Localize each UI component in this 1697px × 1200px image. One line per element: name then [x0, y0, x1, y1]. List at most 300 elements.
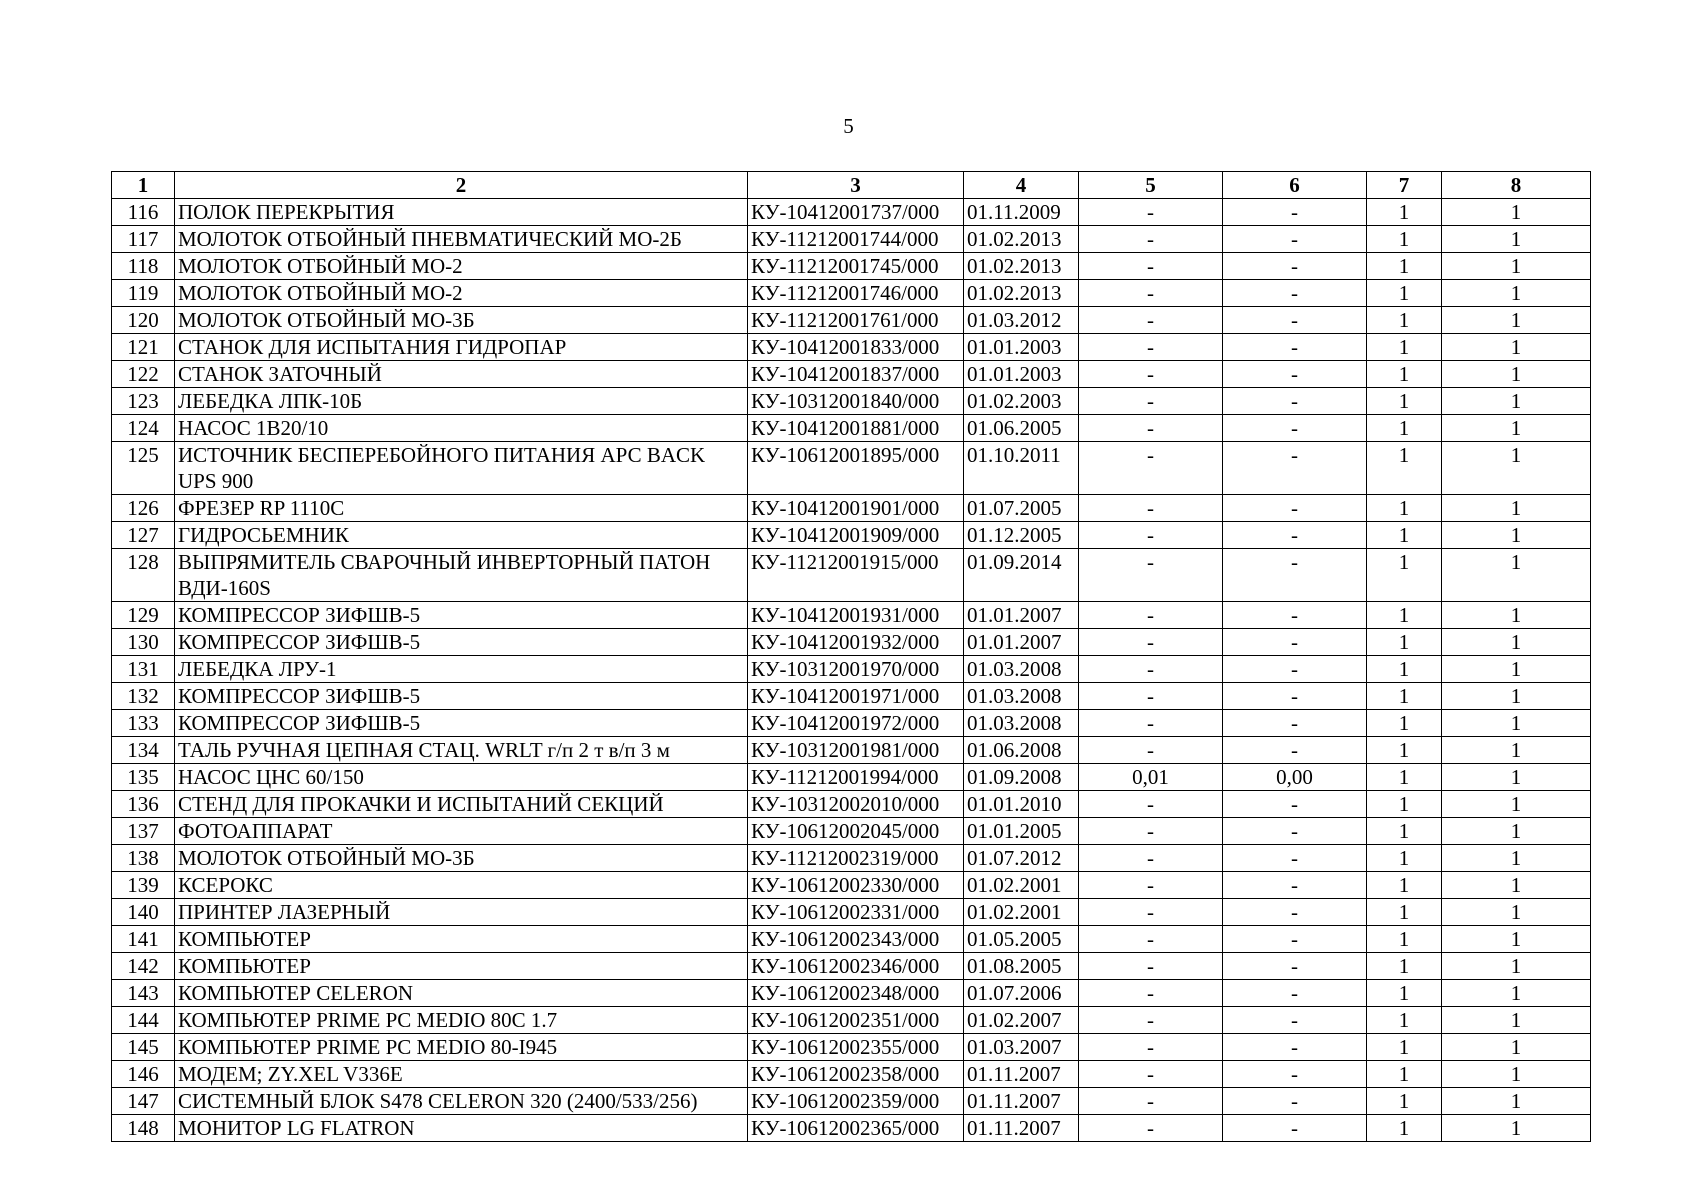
column-7-cell: 1	[1367, 899, 1442, 926]
date-cell: 01.07.2012	[964, 845, 1079, 872]
inventory-code-cell: КУ-11212001744/000	[748, 226, 964, 253]
header-row	[112, 172, 1591, 199]
table-row	[112, 280, 1591, 307]
inventory-code-cell: КУ-10412001837/000	[748, 361, 964, 388]
date-cell: 01.09.2014	[964, 549, 1079, 602]
column-5-cell: -	[1079, 818, 1223, 845]
date-cell: 01.12.2005	[964, 522, 1079, 549]
column-7-cell: 1	[1367, 442, 1442, 495]
date-cell: 01.01.2003	[964, 334, 1079, 361]
row-number-cell: 116	[112, 199, 175, 226]
column-8-cell: 1	[1442, 980, 1591, 1007]
column-6-cell: -	[1223, 253, 1367, 280]
column-7-cell: 1	[1367, 253, 1442, 280]
row-number-cell: 126	[112, 495, 175, 522]
column-5-cell: -	[1079, 307, 1223, 334]
column-5-cell: -	[1079, 845, 1223, 872]
column-5-cell: -	[1079, 334, 1223, 361]
date-cell: 01.01.2010	[964, 791, 1079, 818]
inventory-code-cell: КУ-10612002359/000	[748, 1088, 964, 1115]
column-8-cell: 1	[1442, 199, 1591, 226]
column-7-cell: 1	[1367, 1088, 1442, 1115]
row-number-cell: 140	[112, 899, 175, 926]
item-name-cell: НАСОС ЦНС 60/150	[175, 764, 748, 791]
column-6-cell: -	[1223, 199, 1367, 226]
inventory-code-cell: КУ-10612002365/000	[748, 1115, 964, 1142]
column-5-cell: -	[1079, 1088, 1223, 1115]
column-7-cell: 1	[1367, 656, 1442, 683]
item-name-cell: КОМПРЕССОР ЗИФШВ-5	[175, 710, 748, 737]
item-name-cell: КОМПРЕССОР ЗИФШВ-5	[175, 602, 748, 629]
column-5-cell: -	[1079, 953, 1223, 980]
inventory-code-cell: КУ-11212001761/000	[748, 307, 964, 334]
column-7-cell: 1	[1367, 926, 1442, 953]
column-5-cell: -	[1079, 442, 1223, 495]
column-6-cell: -	[1223, 495, 1367, 522]
date-cell: 01.02.2001	[964, 872, 1079, 899]
row-number-cell: 141	[112, 926, 175, 953]
column-5-cell: -	[1079, 926, 1223, 953]
column-6-cell: -	[1223, 899, 1367, 926]
inventory-code-cell: КУ-10412001833/000	[748, 334, 964, 361]
column-8-cell: 1	[1442, 602, 1591, 629]
table-row	[112, 415, 1591, 442]
column-header: 6	[1223, 172, 1367, 199]
date-cell: 01.06.2008	[964, 737, 1079, 764]
table-body	[112, 199, 1591, 1142]
column-6-cell: 0,00	[1223, 764, 1367, 791]
column-8-cell: 1	[1442, 1034, 1591, 1061]
column-7-cell: 1	[1367, 549, 1442, 602]
column-header: 1	[112, 172, 175, 199]
column-8-cell: 1	[1442, 307, 1591, 334]
item-name-cell: КОМПРЕССОР ЗИФШВ-5	[175, 683, 748, 710]
table-row	[112, 710, 1591, 737]
column-7-cell: 1	[1367, 845, 1442, 872]
inventory-code-cell: КУ-10612002331/000	[748, 899, 964, 926]
column-5-cell: -	[1079, 415, 1223, 442]
row-number-cell: 134	[112, 737, 175, 764]
item-name-cell: ПРИНТЕР ЛАЗЕРНЫЙ	[175, 899, 748, 926]
inventory-code-cell: КУ-11212001915/000	[748, 549, 964, 602]
table-row	[112, 899, 1591, 926]
inventory-code-cell: КУ-10412001881/000	[748, 415, 964, 442]
column-5-cell: -	[1079, 522, 1223, 549]
row-number-cell: 147	[112, 1088, 175, 1115]
column-8-cell: 1	[1442, 334, 1591, 361]
date-cell: 01.03.2012	[964, 307, 1079, 334]
column-6-cell: -	[1223, 737, 1367, 764]
column-5-cell: -	[1079, 980, 1223, 1007]
item-name-cell: КОМПЬЮТЕР PRIME PC MEDIO 80-I945	[175, 1034, 748, 1061]
date-cell: 01.01.2007	[964, 602, 1079, 629]
item-name-cell: ЛЕБЕДКА ЛРУ-1	[175, 656, 748, 683]
column-6-cell: -	[1223, 280, 1367, 307]
item-name-cell: ПОЛОК ПЕРЕКРЫТИЯ	[175, 199, 748, 226]
table-row	[112, 656, 1591, 683]
item-name-cell: КСЕРОКС	[175, 872, 748, 899]
column-5-cell: -	[1079, 1007, 1223, 1034]
column-7-cell: 1	[1367, 683, 1442, 710]
item-name-cell: ФОТОАППАРАТ	[175, 818, 748, 845]
date-cell: 01.07.2006	[964, 980, 1079, 1007]
column-8-cell: 1	[1442, 388, 1591, 415]
column-6-cell: -	[1223, 307, 1367, 334]
inventory-code-cell: КУ-10312002010/000	[748, 791, 964, 818]
column-7-cell: 1	[1367, 199, 1442, 226]
column-7-cell: 1	[1367, 791, 1442, 818]
item-name-cell: КОМПЬЮТЕР CELERON	[175, 980, 748, 1007]
inventory-code-cell: КУ-10612002045/000	[748, 818, 964, 845]
inventory-code-cell: КУ-10412001737/000	[748, 199, 964, 226]
column-5-cell: -	[1079, 226, 1223, 253]
date-cell: 01.02.2013	[964, 226, 1079, 253]
date-cell: 01.09.2008	[964, 764, 1079, 791]
column-6-cell: -	[1223, 415, 1367, 442]
column-5-cell: -	[1079, 872, 1223, 899]
column-8-cell: 1	[1442, 926, 1591, 953]
column-7-cell: 1	[1367, 602, 1442, 629]
column-5-cell: -	[1079, 737, 1223, 764]
column-6-cell: -	[1223, 334, 1367, 361]
column-6-cell: -	[1223, 1115, 1367, 1142]
row-number-cell: 117	[112, 226, 175, 253]
column-6-cell: -	[1223, 791, 1367, 818]
table-row	[112, 1034, 1591, 1061]
column-7-cell: 1	[1367, 980, 1442, 1007]
column-5-cell: -	[1079, 899, 1223, 926]
row-number-cell: 138	[112, 845, 175, 872]
column-5-cell: -	[1079, 710, 1223, 737]
column-header: 3	[748, 172, 964, 199]
column-8-cell: 1	[1442, 683, 1591, 710]
row-number-cell: 123	[112, 388, 175, 415]
column-5-cell: -	[1079, 683, 1223, 710]
column-7-cell: 1	[1367, 226, 1442, 253]
date-cell: 01.01.2003	[964, 361, 1079, 388]
item-name-cell: СТЕНД ДЛЯ ПРОКАЧКИ И ИСПЫТАНИЙ СЕКЦИЙ	[175, 791, 748, 818]
column-5-cell: -	[1079, 602, 1223, 629]
date-cell: 01.03.2007	[964, 1034, 1079, 1061]
column-8-cell: 1	[1442, 872, 1591, 899]
item-name-cell: СТАНОК ДЛЯ ИСПЫТАНИЯ ГИДРОПАР	[175, 334, 748, 361]
column-8-cell: 1	[1442, 656, 1591, 683]
row-number-cell: 130	[112, 629, 175, 656]
date-cell: 01.03.2008	[964, 656, 1079, 683]
column-7-cell: 1	[1367, 280, 1442, 307]
column-5-cell: -	[1079, 656, 1223, 683]
table-row	[112, 1061, 1591, 1088]
table-row	[112, 953, 1591, 980]
column-7-cell: 1	[1367, 1115, 1442, 1142]
table-row	[112, 307, 1591, 334]
column-6-cell: -	[1223, 602, 1367, 629]
row-number-cell: 125	[112, 442, 175, 495]
row-number-cell: 133	[112, 710, 175, 737]
table-row	[112, 845, 1591, 872]
inventory-code-cell: КУ-10612001895/000	[748, 442, 964, 495]
item-name-cell: ЛЕБЕДКА ЛПК-10Б	[175, 388, 748, 415]
table-row	[112, 388, 1591, 415]
column-7-cell: 1	[1367, 953, 1442, 980]
row-number-cell: 144	[112, 1007, 175, 1034]
table-row	[112, 549, 1591, 602]
date-cell: 01.01.2007	[964, 629, 1079, 656]
item-name-cell: ВЫПРЯМИТЕЛЬ СВАРОЧНЫЙ ИНВЕРТОРНЫЙ ПАТОН ВДИ-160S	[175, 549, 748, 602]
date-cell: 01.06.2005	[964, 415, 1079, 442]
column-8-cell: 1	[1442, 953, 1591, 980]
column-6-cell: -	[1223, 361, 1367, 388]
table-row	[112, 872, 1591, 899]
row-number-cell: 135	[112, 764, 175, 791]
column-6-cell: -	[1223, 226, 1367, 253]
table-row	[112, 737, 1591, 764]
column-header: 2	[175, 172, 748, 199]
column-6-cell: -	[1223, 1007, 1367, 1034]
table-row	[112, 629, 1591, 656]
row-number-cell: 137	[112, 818, 175, 845]
date-cell: 01.11.2009	[964, 199, 1079, 226]
date-cell: 01.03.2008	[964, 710, 1079, 737]
item-name-cell: МОЛОТОК ОТБОЙНЫЙ ПНЕВМАТИЧЕСКИЙ МО-2Б	[175, 226, 748, 253]
column-8-cell: 1	[1442, 764, 1591, 791]
inventory-code-cell: КУ-10312001970/000	[748, 656, 964, 683]
inventory-code-cell: КУ-10412001971/000	[748, 683, 964, 710]
item-name-cell: СИСТЕМНЫЙ БЛОК S478 CELERON 320 (2400/533/256)	[175, 1088, 748, 1115]
column-7-cell: 1	[1367, 361, 1442, 388]
table-row	[112, 1115, 1591, 1142]
table-row	[112, 926, 1591, 953]
row-number-cell: 128	[112, 549, 175, 602]
date-cell: 01.07.2005	[964, 495, 1079, 522]
row-number-cell: 118	[112, 253, 175, 280]
column-8-cell: 1	[1442, 1115, 1591, 1142]
table-row	[112, 442, 1591, 495]
inventory-code-cell: КУ-10312001840/000	[748, 388, 964, 415]
column-7-cell: 1	[1367, 764, 1442, 791]
column-8-cell: 1	[1442, 791, 1591, 818]
date-cell: 01.03.2008	[964, 683, 1079, 710]
column-7-cell: 1	[1367, 1007, 1442, 1034]
inventory-table	[111, 171, 1591, 1142]
column-5-cell: -	[1079, 1034, 1223, 1061]
column-6-cell: -	[1223, 629, 1367, 656]
inventory-code-cell: КУ-11212001745/000	[748, 253, 964, 280]
column-7-cell: 1	[1367, 710, 1442, 737]
column-5-cell: -	[1079, 199, 1223, 226]
table-row	[112, 361, 1591, 388]
column-header: 4	[964, 172, 1079, 199]
item-name-cell: МОЛОТОК ОТБОЙНЫЙ МО-3Б	[175, 845, 748, 872]
table-row	[112, 199, 1591, 226]
item-name-cell: СТАНОК ЗАТОЧНЫЙ	[175, 361, 748, 388]
table-row	[112, 764, 1591, 791]
column-header: 8	[1442, 172, 1591, 199]
inventory-code-cell: КУ-11212001746/000	[748, 280, 964, 307]
table-row	[112, 226, 1591, 253]
table-row	[112, 1088, 1591, 1115]
column-7-cell: 1	[1367, 334, 1442, 361]
row-number-cell: 132	[112, 683, 175, 710]
column-8-cell: 1	[1442, 253, 1591, 280]
column-7-cell: 1	[1367, 818, 1442, 845]
inventory-code-cell: КУ-10612002358/000	[748, 1061, 964, 1088]
column-8-cell: 1	[1442, 737, 1591, 764]
inventory-code-cell: КУ-10612002355/000	[748, 1034, 964, 1061]
item-name-cell: МОДЕМ; ZY.XEL V336E	[175, 1061, 748, 1088]
date-cell: 01.02.2007	[964, 1007, 1079, 1034]
table-row	[112, 818, 1591, 845]
date-cell: 01.02.2013	[964, 280, 1079, 307]
column-8-cell: 1	[1442, 361, 1591, 388]
row-number-cell: 127	[112, 522, 175, 549]
column-5-cell: -	[1079, 253, 1223, 280]
column-8-cell: 1	[1442, 549, 1591, 602]
date-cell: 01.11.2007	[964, 1115, 1079, 1142]
date-cell: 01.05.2005	[964, 926, 1079, 953]
item-name-cell: КОМПРЕССОР ЗИФШВ-5	[175, 629, 748, 656]
date-cell: 01.08.2005	[964, 953, 1079, 980]
row-number-cell: 129	[112, 602, 175, 629]
inventory-code-cell: КУ-11212001994/000	[748, 764, 964, 791]
column-8-cell: 1	[1442, 710, 1591, 737]
row-number-cell: 120	[112, 307, 175, 334]
column-8-cell: 1	[1442, 226, 1591, 253]
column-8-cell: 1	[1442, 522, 1591, 549]
date-cell: 01.11.2007	[964, 1088, 1079, 1115]
column-5-cell: -	[1079, 361, 1223, 388]
column-6-cell: -	[1223, 926, 1367, 953]
table-row	[112, 980, 1591, 1007]
row-number-cell: 122	[112, 361, 175, 388]
column-6-cell: -	[1223, 980, 1367, 1007]
inventory-code-cell: КУ-10612002351/000	[748, 1007, 964, 1034]
item-name-cell: ТАЛЬ РУЧНАЯ ЦЕПНАЯ СТАЦ. WRLT г/п 2 т в/п 3 м	[175, 737, 748, 764]
row-number-cell: 142	[112, 953, 175, 980]
row-number-cell: 124	[112, 415, 175, 442]
column-5-cell: -	[1079, 1061, 1223, 1088]
column-8-cell: 1	[1442, 442, 1591, 495]
inventory-code-cell: КУ-10412001932/000	[748, 629, 964, 656]
column-7-cell: 1	[1367, 415, 1442, 442]
column-5-cell: -	[1079, 1115, 1223, 1142]
row-number-cell: 139	[112, 872, 175, 899]
column-header: 7	[1367, 172, 1442, 199]
column-6-cell: -	[1223, 1061, 1367, 1088]
item-name-cell: КОМПЬЮТЕР	[175, 953, 748, 980]
date-cell: 01.02.2003	[964, 388, 1079, 415]
column-header: 5	[1079, 172, 1223, 199]
column-6-cell: -	[1223, 1088, 1367, 1115]
column-8-cell: 1	[1442, 629, 1591, 656]
column-8-cell: 1	[1442, 1007, 1591, 1034]
column-5-cell: -	[1079, 280, 1223, 307]
column-8-cell: 1	[1442, 495, 1591, 522]
table-row	[112, 253, 1591, 280]
column-7-cell: 1	[1367, 872, 1442, 899]
column-5-cell: -	[1079, 495, 1223, 522]
column-5-cell: 0,01	[1079, 764, 1223, 791]
column-8-cell: 1	[1442, 899, 1591, 926]
inventory-code-cell: КУ-10612002330/000	[748, 872, 964, 899]
date-cell: 01.10.2011	[964, 442, 1079, 495]
date-cell: 01.11.2007	[964, 1061, 1079, 1088]
table-row	[112, 495, 1591, 522]
column-6-cell: -	[1223, 549, 1367, 602]
column-6-cell: -	[1223, 1034, 1367, 1061]
table-row	[112, 602, 1591, 629]
item-name-cell: ФРЕЗЕР RP 1110C	[175, 495, 748, 522]
inventory-code-cell: КУ-10412001909/000	[748, 522, 964, 549]
item-name-cell: МОЛОТОК ОТБОЙНЫЙ МО-2	[175, 280, 748, 307]
item-name-cell: ГИДРОСЬЕМНИК	[175, 522, 748, 549]
inventory-code-cell: КУ-10612002348/000	[748, 980, 964, 1007]
column-8-cell: 1	[1442, 280, 1591, 307]
row-number-cell: 143	[112, 980, 175, 1007]
row-number-cell: 119	[112, 280, 175, 307]
column-5-cell: -	[1079, 388, 1223, 415]
column-7-cell: 1	[1367, 388, 1442, 415]
row-number-cell: 136	[112, 791, 175, 818]
column-6-cell: -	[1223, 388, 1367, 415]
column-5-cell: -	[1079, 791, 1223, 818]
item-name-cell: КОМПЬЮТЕР	[175, 926, 748, 953]
table-row	[112, 1007, 1591, 1034]
column-7-cell: 1	[1367, 307, 1442, 334]
inventory-code-cell: КУ-11212002319/000	[748, 845, 964, 872]
column-7-cell: 1	[1367, 495, 1442, 522]
row-number-cell: 146	[112, 1061, 175, 1088]
column-6-cell: -	[1223, 683, 1367, 710]
column-6-cell: -	[1223, 656, 1367, 683]
table-row	[112, 334, 1591, 361]
column-6-cell: -	[1223, 442, 1367, 495]
column-7-cell: 1	[1367, 1061, 1442, 1088]
column-8-cell: 1	[1442, 1088, 1591, 1115]
column-6-cell: -	[1223, 710, 1367, 737]
inventory-code-cell: КУ-10412001931/000	[748, 602, 964, 629]
column-6-cell: -	[1223, 953, 1367, 980]
column-5-cell: -	[1079, 549, 1223, 602]
column-5-cell: -	[1079, 629, 1223, 656]
column-7-cell: 1	[1367, 629, 1442, 656]
item-name-cell: МОЛОТОК ОТБОЙНЫЙ МО-3Б	[175, 307, 748, 334]
item-name-cell: МОНИТОР LG FLATRON	[175, 1115, 748, 1142]
row-number-cell: 148	[112, 1115, 175, 1142]
date-cell: 01.02.2001	[964, 899, 1079, 926]
column-6-cell: -	[1223, 845, 1367, 872]
table-row	[112, 522, 1591, 549]
column-7-cell: 1	[1367, 1034, 1442, 1061]
page-number: 5	[843, 114, 854, 138]
inventory-code-cell: КУ-10312001981/000	[748, 737, 964, 764]
column-6-cell: -	[1223, 522, 1367, 549]
row-number-cell: 131	[112, 656, 175, 683]
item-name-cell: КОМПЬЮТЕР PRIME PC MEDIO 80C 1.7	[175, 1007, 748, 1034]
inventory-code-cell: КУ-10412001901/000	[748, 495, 964, 522]
column-8-cell: 1	[1442, 818, 1591, 845]
column-8-cell: 1	[1442, 415, 1591, 442]
inventory-code-cell: КУ-10412001972/000	[748, 710, 964, 737]
item-name-cell: НАСОС 1В20/10	[175, 415, 748, 442]
inventory-code-cell: КУ-10612002346/000	[748, 953, 964, 980]
row-number-cell: 121	[112, 334, 175, 361]
column-7-cell: 1	[1367, 737, 1442, 764]
table-row	[112, 683, 1591, 710]
column-8-cell: 1	[1442, 1061, 1591, 1088]
inventory-code-cell: КУ-10612002343/000	[748, 926, 964, 953]
column-8-cell: 1	[1442, 845, 1591, 872]
